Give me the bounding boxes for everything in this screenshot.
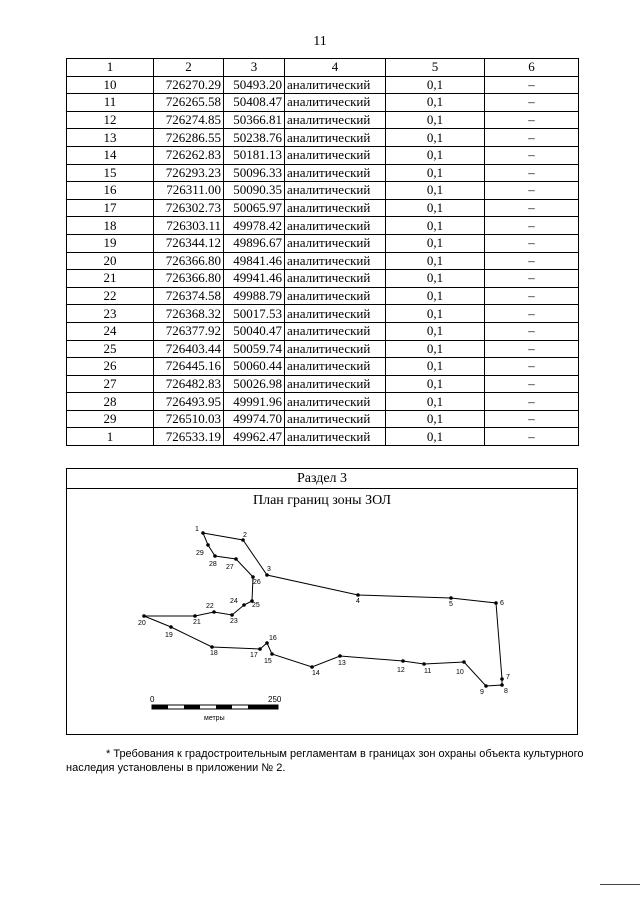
table-cell: 0,1 <box>386 340 485 358</box>
table-cell: 726403.44 <box>154 340 224 358</box>
table-cell: 50065.97 <box>224 199 285 217</box>
table-cell: 49941.46 <box>224 270 285 288</box>
header-cell: 1 <box>67 59 154 77</box>
scale-bar-segment <box>216 705 232 709</box>
table-cell: – <box>485 76 579 94</box>
table-cell: 12 <box>67 111 154 129</box>
table-cell: 14 <box>67 146 154 164</box>
boundary-point <box>213 554 217 558</box>
table-cell: 0,1 <box>386 305 485 323</box>
table-cell: 726262.83 <box>154 146 224 164</box>
point-label: 29 <box>196 550 204 557</box>
table-cell: аналитический <box>285 340 386 358</box>
point-label: 9 <box>480 689 484 696</box>
table-cell: 0,1 <box>386 358 485 376</box>
table-cell: – <box>485 287 579 305</box>
boundary-point <box>169 625 173 629</box>
header-cell: 2 <box>154 59 224 77</box>
table-cell: 726533.19 <box>154 428 224 446</box>
boundary-point <box>449 596 453 600</box>
boundary-point <box>270 652 274 656</box>
table-cell: 28 <box>67 393 154 411</box>
table-cell: – <box>485 129 579 147</box>
point-label: 18 <box>210 650 218 657</box>
corner-mark <box>600 884 640 885</box>
point-label: 8 <box>504 688 508 695</box>
point-label: 23 <box>230 618 238 625</box>
table-cell: аналитический <box>285 146 386 164</box>
boundary-point <box>356 593 360 597</box>
table-cell: 50040.47 <box>224 322 285 340</box>
table-cell: – <box>485 234 579 252</box>
scale-bar <box>150 695 282 722</box>
table-cell: 26 <box>67 358 154 376</box>
table-cell: 50059.74 <box>224 340 285 358</box>
plan-title: План границ зоны ЗОЛ <box>252 493 391 508</box>
table-cell: 1 <box>67 428 154 446</box>
table-cell: аналитический <box>285 199 386 217</box>
point-label: 2 <box>243 532 247 539</box>
table-cell: 13 <box>67 129 154 147</box>
table-cell: 49896.67 <box>224 234 285 252</box>
table-cell: 0,1 <box>386 234 485 252</box>
table-cell: 49978.42 <box>224 217 285 235</box>
header-cell: 5 <box>386 59 485 77</box>
point-label: 17 <box>250 652 258 659</box>
table-cell: 50366.81 <box>224 111 285 129</box>
boundary-point <box>142 614 146 618</box>
table-cell: 50026.98 <box>224 375 285 393</box>
table-cell: 726311.00 <box>154 182 224 200</box>
table-cell: 0,1 <box>386 182 485 200</box>
boundary-point <box>401 659 405 663</box>
point-label: 11 <box>424 668 432 675</box>
boundary-point <box>338 654 342 658</box>
table-cell: 726286.55 <box>154 129 224 147</box>
table-cell: 21 <box>67 270 154 288</box>
point-label: 7 <box>506 674 510 681</box>
table-cell: 0,1 <box>386 129 485 147</box>
point-label: 6 <box>500 600 504 607</box>
table-cell: 0,1 <box>386 76 485 94</box>
table-cell: 49991.96 <box>224 393 285 411</box>
table-cell: аналитический <box>285 287 386 305</box>
table-cell: 0,1 <box>386 322 485 340</box>
table-cell: 10 <box>67 76 154 94</box>
point-label: 20 <box>138 620 146 627</box>
table-cell: аналитический <box>285 270 386 288</box>
table-cell: аналитический <box>285 393 386 411</box>
table-cell: аналитический <box>285 111 386 129</box>
table-cell: – <box>485 322 579 340</box>
page-number: 11 <box>313 34 327 49</box>
table-cell: 20 <box>67 252 154 270</box>
table-cell: 16 <box>67 182 154 200</box>
boundary-point <box>310 665 314 669</box>
point-label: 28 <box>209 561 217 568</box>
table-cell: – <box>485 146 579 164</box>
scale-start-label: 0 <box>150 695 155 704</box>
boundary-point <box>258 647 262 651</box>
point-label: 19 <box>165 632 173 639</box>
table-cell: 0,1 <box>386 199 485 217</box>
table-cell: аналитический <box>285 129 386 147</box>
table-cell: – <box>485 111 579 129</box>
scale-bar-segment <box>184 705 200 709</box>
point-label: 24 <box>230 598 238 605</box>
table-cell: – <box>485 270 579 288</box>
boundary-point <box>500 677 504 681</box>
table-cell: – <box>485 358 579 376</box>
table-cell: 24 <box>67 322 154 340</box>
table-cell: 49962.47 <box>224 428 285 446</box>
table-cell: аналитический <box>285 94 386 112</box>
boundary-point <box>422 662 426 666</box>
point-label: 21 <box>193 619 201 626</box>
table-cell: 0,1 <box>386 410 485 428</box>
table-cell: 15 <box>67 164 154 182</box>
table-cell: 49988.79 <box>224 287 285 305</box>
table-cell: 50096.33 <box>224 164 285 182</box>
point-label: 12 <box>397 667 405 674</box>
table-cell: 50017.53 <box>224 305 285 323</box>
boundary-point <box>210 645 214 649</box>
table-cell: 0,1 <box>386 94 485 112</box>
table-cell: аналитический <box>285 322 386 340</box>
table-cell: 49974.70 <box>224 410 285 428</box>
table-cell: – <box>485 199 579 217</box>
point-label: 22 <box>206 603 214 610</box>
table-cell: аналитический <box>285 410 386 428</box>
table-cell: – <box>485 182 579 200</box>
boundary-point <box>193 614 197 618</box>
table-cell: 726274.85 <box>154 111 224 129</box>
boundary-point <box>230 613 234 617</box>
table-cell: 0,1 <box>386 252 485 270</box>
table-cell: 50060.44 <box>224 358 285 376</box>
point-label: 26 <box>253 579 261 586</box>
point-label: 4 <box>356 598 360 605</box>
table-cell: – <box>485 252 579 270</box>
table-cell: 726366.80 <box>154 270 224 288</box>
table-cell: 0,1 <box>386 375 485 393</box>
table-cell: 0,1 <box>386 217 485 235</box>
point-label: 10 <box>456 669 464 676</box>
table-cell: 19 <box>67 234 154 252</box>
point-label: 15 <box>264 658 272 665</box>
point-label: 14 <box>312 670 320 677</box>
table-cell: 726293.23 <box>154 164 224 182</box>
table-cell: – <box>485 375 579 393</box>
point-label: 27 <box>226 564 234 571</box>
table-cell: 0,1 <box>386 111 485 129</box>
boundary-point <box>234 557 238 561</box>
table-cell: – <box>485 94 579 112</box>
boundary-point <box>500 683 504 687</box>
scale-bar-segment <box>152 705 168 709</box>
table-cell: 726445.16 <box>154 358 224 376</box>
table-cell: – <box>485 164 579 182</box>
boundary-point <box>462 660 466 664</box>
header-cell: 4 <box>285 59 386 77</box>
table-cell: 25 <box>67 340 154 358</box>
point-label: 16 <box>269 635 277 642</box>
point-label: 5 <box>449 601 453 608</box>
table-cell: аналитический <box>285 428 386 446</box>
table-cell: 726510.03 <box>154 410 224 428</box>
point-label: 13 <box>338 660 346 667</box>
table-cell: 726302.73 <box>154 199 224 217</box>
header-cell: 6 <box>485 59 579 77</box>
section-title: Раздел 3 <box>67 469 577 489</box>
table-cell: аналитический <box>285 358 386 376</box>
table-cell: – <box>485 305 579 323</box>
table-cell: 726303.11 <box>154 217 224 235</box>
table-cell: 726374.58 <box>154 287 224 305</box>
table-cell: 0,1 <box>386 270 485 288</box>
scale-bar-segment <box>248 705 278 709</box>
table-cell: – <box>485 393 579 411</box>
table-cell: 50408.47 <box>224 94 285 112</box>
point-label: 3 <box>267 566 271 573</box>
table-cell: 50090.35 <box>224 182 285 200</box>
boundary-point <box>242 603 246 607</box>
table-cell: 50493.20 <box>224 76 285 94</box>
boundary-point <box>212 610 216 614</box>
table-cell: 11 <box>67 94 154 112</box>
boundary-point <box>265 573 269 577</box>
table-cell: 23 <box>67 305 154 323</box>
table-cell: 726377.92 <box>154 322 224 340</box>
table-cell: 50238.76 <box>224 129 285 147</box>
table-cell: 18 <box>67 217 154 235</box>
boundary-point <box>484 684 488 688</box>
table-cell: 726344.12 <box>154 234 224 252</box>
table-cell: 726366.80 <box>154 252 224 270</box>
table-cell: аналитический <box>285 305 386 323</box>
table-cell: аналитический <box>285 182 386 200</box>
table-cell: 29 <box>67 410 154 428</box>
table-cell: 0,1 <box>386 146 485 164</box>
scale-unit-label: метры <box>204 715 225 722</box>
table-cell: 0,1 <box>386 428 485 446</box>
boundary-point <box>201 531 205 535</box>
table-cell: 22 <box>67 287 154 305</box>
table-cell: 17 <box>67 199 154 217</box>
table-cell: 726482.83 <box>154 375 224 393</box>
table-cell: аналитический <box>285 217 386 235</box>
table-cell: 50181.13 <box>224 146 285 164</box>
table-cell: аналитический <box>285 164 386 182</box>
table-cell: аналитический <box>285 252 386 270</box>
table-cell: аналитический <box>285 76 386 94</box>
table-cell: – <box>485 217 579 235</box>
table-cell: 726493.95 <box>154 393 224 411</box>
table-cell: 0,1 <box>386 393 485 411</box>
table-cell: 0,1 <box>386 164 485 182</box>
point-label: 25 <box>252 602 260 609</box>
table-cell: аналитический <box>285 234 386 252</box>
table-cell: 726265.58 <box>154 94 224 112</box>
scale-end-label: 250 <box>268 695 282 704</box>
table-cell: 0,1 <box>386 287 485 305</box>
table-cell: аналитический <box>285 375 386 393</box>
table-cell: – <box>485 410 579 428</box>
boundary-point <box>494 601 498 605</box>
table-cell: 27 <box>67 375 154 393</box>
header-cell: 3 <box>224 59 285 77</box>
boundary-point <box>206 543 210 547</box>
table-cell: – <box>485 340 579 358</box>
point-label: 1 <box>195 526 199 533</box>
table-cell: – <box>485 428 579 446</box>
table-cell: 726270.29 <box>154 76 224 94</box>
table-cell: 49841.46 <box>224 252 285 270</box>
footnote: * Требования к градостроительным регламентам в границах зон охраны объекта культурного наследия установлены в приложении № 2. <box>66 748 584 774</box>
table-cell: 726368.32 <box>154 305 224 323</box>
